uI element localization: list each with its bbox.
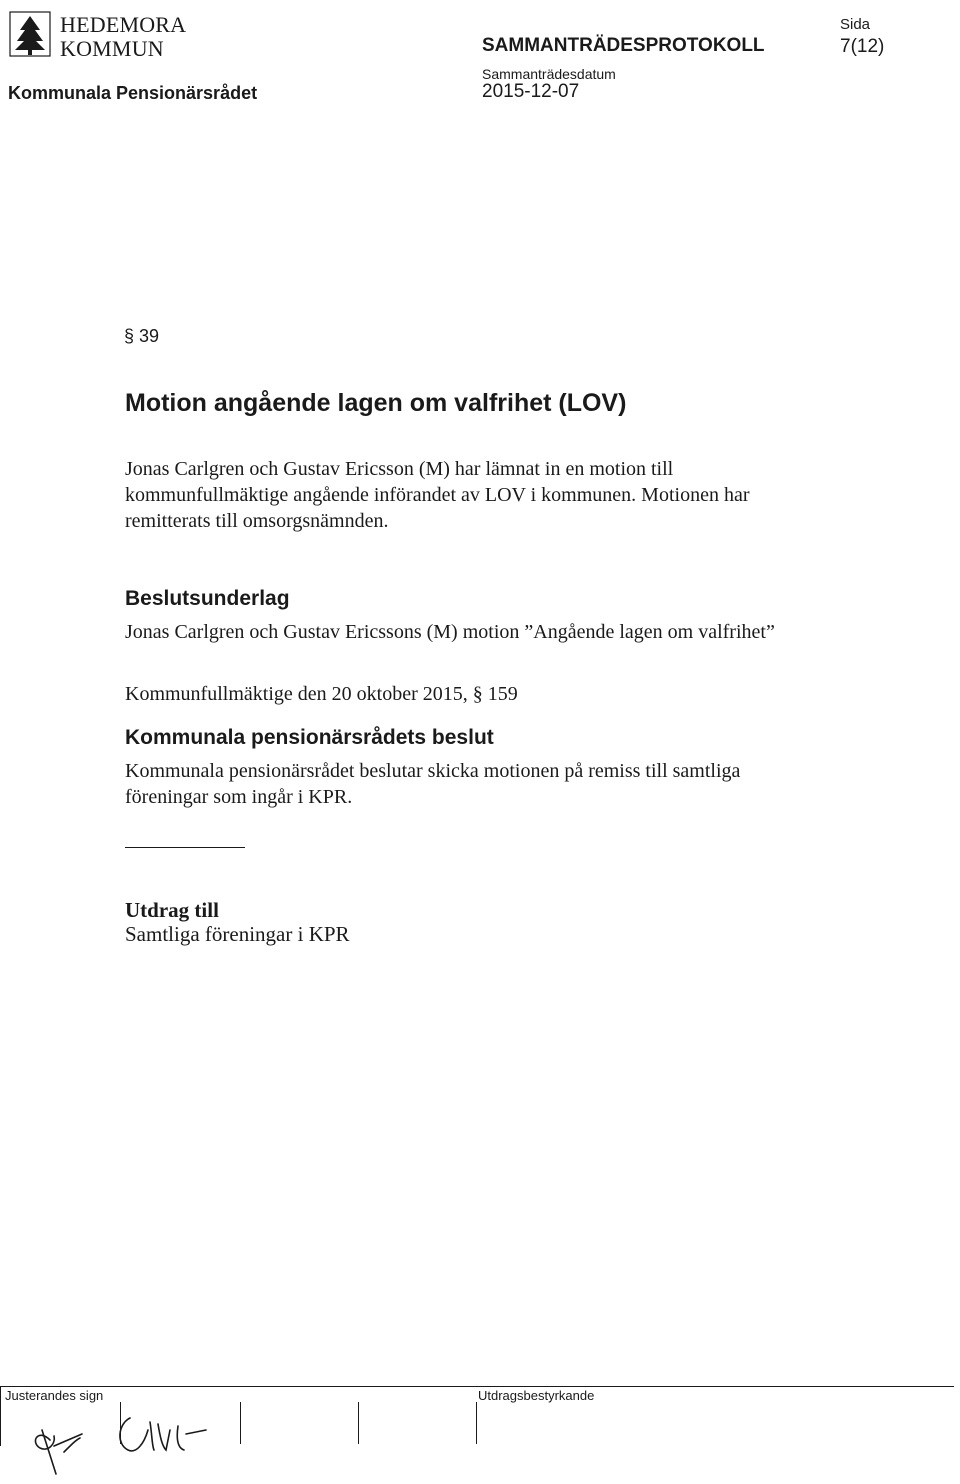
extract-heading: Utdrag till bbox=[125, 898, 219, 922]
item-title: Motion angående lagen om valfrihet (LOV) bbox=[125, 389, 627, 417]
motion-text: Jonas Carlgren och Gustav Ericsson (M) har lämnat in en motion till kommunfullmäktige angående införandet av LOV i kommunen. Motionen har remitterats till omsorgsnämnden. bbox=[125, 458, 750, 532]
end-divider bbox=[125, 847, 245, 848]
footer-left-border bbox=[0, 1386, 1, 1446]
handwritten-signatures-icon bbox=[20, 1400, 250, 1480]
org-name-line1: HEDEMORA bbox=[60, 12, 187, 37]
meeting-date: 2015-12-07 bbox=[482, 81, 580, 102]
paragraph-number: § 39 bbox=[124, 326, 160, 346]
org-name-line2: KOMMUN bbox=[60, 36, 164, 61]
signature-box-separator bbox=[358, 1402, 359, 1444]
meeting-date-label: Sammanträdesdatum bbox=[482, 66, 616, 82]
page-number: 7(12) bbox=[840, 36, 885, 57]
extract-recipients: Samtliga föreningar i KPR bbox=[125, 922, 350, 946]
footer-divider bbox=[0, 1386, 954, 1387]
decision-text: Kommunala pensionärsrådet beslutar skicka motionen på remiss till samtliga föreningar som ingår i KPR. bbox=[125, 760, 741, 808]
justification-sign-label: Justerandes sign bbox=[5, 1388, 104, 1403]
decision-heading: Kommunala pensionärsrådets beslut bbox=[125, 726, 494, 749]
page-label: Sida bbox=[840, 16, 871, 33]
signature-box-separator bbox=[476, 1402, 477, 1444]
basis-heading: Beslutsunderlag bbox=[125, 587, 290, 610]
basis-item: Jonas Carlgren och Gustav Ericssons (M) motion ”Angående lagen om valfrihet” bbox=[125, 621, 775, 643]
basis-item: Kommunfullmäktige den 20 oktober 2015, § 159 bbox=[125, 683, 518, 705]
extract-certification-label: Utdragsbestyrkande bbox=[478, 1388, 595, 1403]
board-name: Kommunala Pensionärsrådet bbox=[8, 83, 258, 103]
municipal-logo-icon bbox=[8, 10, 52, 58]
document-type: SAMMANTRÄDESPROTOKOLL bbox=[482, 35, 765, 56]
